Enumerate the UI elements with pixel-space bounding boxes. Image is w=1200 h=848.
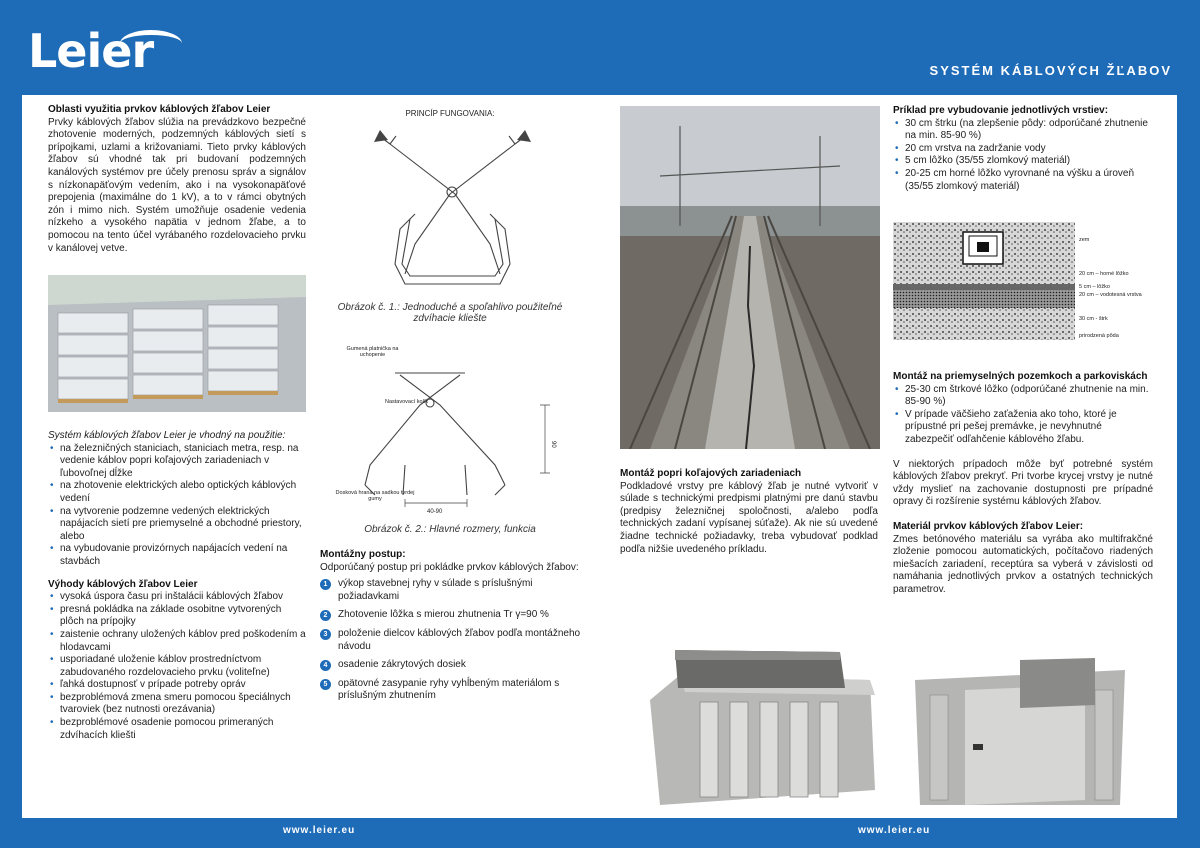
section-title-material: Materiál prvkov káblových žľabov Leier: bbox=[893, 520, 1084, 532]
label-adjust-pin: Nastavovací kolík bbox=[385, 399, 429, 405]
step-item bbox=[320, 578, 582, 603]
header-title: SYSTÉM KÁBLOVÝCH ŽĽABOV bbox=[929, 63, 1172, 78]
col-4-top bbox=[893, 105, 1153, 193]
figure-1-caption: Obrázok č. 1.: Jednoduché a spoľahlivo použiteľné zdvíhacie kliešte bbox=[337, 302, 563, 324]
label-bed: 5 cm – lôžko bbox=[1079, 284, 1110, 290]
usage-list bbox=[48, 443, 306, 569]
step-text: Zhotovenie lôžka s mierou zhutnenia Tr γ=90 % bbox=[338, 609, 549, 621]
stacked-cable-troughs-photo bbox=[48, 275, 306, 412]
step-number: 4 bbox=[320, 660, 331, 671]
list-item: • vysoká úspora času pri inštalácii káblových žľabov bbox=[60, 591, 306, 604]
section-title-advantages: Výhody káblových žľabov Leier bbox=[48, 578, 198, 590]
list-item: • bezproblémová zmena smeru pomocou špeciálnych tvaroviek (bez nutnosti orezávania) bbox=[60, 692, 306, 717]
logo-swoosh bbox=[120, 30, 182, 57]
list-item: • na železničných staniciach, staniciach metra, resp. na vedenie káblov popri koľajových zariadeniach v ľubovoľnej dĺžke bbox=[60, 443, 306, 481]
list-item: • 30 cm štrku (na zlepšenie pôdy: odporúčané zhutnenie na min. 85-90 %) bbox=[905, 118, 1153, 143]
section-title-installation: Montážny postup: bbox=[320, 549, 406, 560]
list-item: • 20-25 cm horné lôžko vyrovnané na výšku a úroveň (35/55 zlomkový materiál) bbox=[905, 168, 1153, 193]
col-1-lower bbox=[48, 430, 306, 742]
list-item: • 25-30 cm štrkové lôžko (odporúčané zhutnenie na min. 85-90 %) bbox=[905, 384, 1153, 409]
label-soil-top: zem bbox=[1079, 237, 1090, 243]
open-trough-with-lid-photo bbox=[640, 640, 880, 810]
col-2-lower bbox=[320, 549, 582, 709]
section-text-applications: Prvky káblových žľabov slúžia na prevádzkovo bezpečné zhotovenie moderných, podzemných káblových sietí s prípojkami, uzlami a križovaniami. Tieto prvky káblových žľabov sú vhodné tak pri budovaní podzemných kanálových systémov pre účely prenosu správ a signálov s nízkonapäťovým vedením, ako i na vysokonapäťové prepojenia (maximálne do 1 kV), a to v rámci obytných zón i mimo nich. Systém umožňuje osadenie vedenia nízkeho a vysokého napätia v jednom žľabe, a to pomocou na tento účel vyrábaného rozdelovacieho prvku v kanálovej vetve. bbox=[48, 116, 306, 254]
section-title-layers: Príklad pre vybudovanie jednotlivých vrstiev: bbox=[893, 105, 1109, 116]
list-item: • zaistenie ochrany uložených káblov pred poškodením a hlodavcami bbox=[60, 629, 306, 654]
dimension-width: 40-90 bbox=[427, 509, 443, 515]
col-3-text bbox=[620, 468, 878, 556]
list-item: • usporiadané uloženie káblov prostredníctvom zabudovaného rozdelovacieho prvku (voliteľne) bbox=[60, 654, 306, 679]
list-item: • ľahká dostupnosť v prípade potreby opráv bbox=[60, 679, 306, 692]
leier-logo: Leier bbox=[28, 24, 154, 78]
section-title-industrial: Montáž na priemyselných pozemkoch a parkoviskách bbox=[893, 371, 1148, 382]
col-4-middle bbox=[893, 371, 1153, 597]
step-number: 2 bbox=[320, 610, 331, 621]
list-item: • na vytvorenie podzemne vedených elektrických napájacích sietí pre priemyselné a obchodné priestory, alebo bbox=[60, 506, 306, 544]
figure-2-caption: Obrázok č. 2.: Hlavné rozmery, funkcia bbox=[364, 524, 536, 535]
railway-trough-photo bbox=[620, 106, 880, 449]
list-item: • V prípade väčšieho zaťaženia ako toho, ktoré je prípustné pri pešej premávke, je nevyhnutné zabezpečiť odľahčenie káblového žľabu. bbox=[905, 409, 1153, 447]
col-1 bbox=[48, 104, 306, 255]
cover-text: V niektorých prípadoch môže byť potrebné systém káblových žľabov prekryť. Pri tvorbe krycej vrstvy je nutné vždy myslieť na zachovanie dostupnosti pre prípadné opravy či rozšírenie systému káblových žľabov. bbox=[893, 458, 1153, 508]
usage-intro: Systém káblových žľabov Leier je vhodný na použitie: bbox=[48, 430, 286, 441]
label-natural-soil: prirodzená pôda bbox=[1079, 333, 1119, 339]
footer-link-left[interactable]: www.leier.eu bbox=[283, 825, 356, 836]
label-top-bed: 20 cm – horné lôžko bbox=[1079, 271, 1129, 277]
step-item bbox=[320, 678, 582, 703]
material-text: Zmes betónového materiálu sa vyrába ako multifrakčné zloženie pomocou automatických, počítačovo riadených miešacích zariadení, receptúra sa vyberá v závislosti od namáhania jednotlivých prvkov a ostatných technických parametrov. bbox=[893, 533, 1153, 595]
dimension-height: 90 bbox=[550, 441, 556, 448]
trough-with-cover-photo bbox=[905, 650, 1130, 810]
step-item bbox=[320, 659, 582, 672]
label-rubber-edge: Dosková hrana na sadkou tvrdej gumy bbox=[335, 490, 415, 502]
lifting-tongs-diagram-1 bbox=[360, 124, 540, 299]
list-item: • na zhotovenie elektrických alebo optických káblových vedení bbox=[60, 480, 306, 505]
list-item: • presná pokládka na základe osobitne vytvorených plôch na prípojky bbox=[60, 604, 306, 629]
step-item bbox=[320, 609, 582, 622]
step-number: 5 bbox=[320, 679, 331, 690]
list-item: • 20 cm vrstva na zadržanie vody bbox=[905, 143, 1153, 156]
layers-list bbox=[893, 118, 1153, 194]
figure-1-title: PRINCÍP FUNGOVANIA: bbox=[405, 109, 495, 118]
installation-intro: Odporúčaný postup pri pokládke prvkov káblových žľabov: bbox=[320, 561, 579, 573]
list-item: • bezproblémové osadenie pomocou primeraných zdvíhacích kliešti bbox=[60, 717, 306, 742]
step-text: položenie dielcov káblových žľabov podľa montážneho návodu bbox=[338, 627, 581, 652]
industrial-list bbox=[893, 384, 1153, 447]
list-item: • na vybudovanie provizórnych napájacích vedení na stavbách bbox=[60, 543, 306, 568]
section-title-applications: Oblasti využitia prvkov káblových žľabov Leier bbox=[48, 104, 271, 115]
step-text: opätovné zasypanie ryhy vyhĺbeným materiálom s príslušným zhutnením bbox=[338, 677, 560, 702]
advantages-list bbox=[48, 591, 306, 742]
layer-cross-section-diagram bbox=[893, 222, 1075, 340]
footer-link-right[interactable]: www.leier.eu bbox=[858, 825, 931, 836]
label-water-layer: 20 cm – vodotesná vrstva bbox=[1079, 292, 1142, 298]
step-number: 3 bbox=[320, 629, 331, 640]
section-title-railway: Montáž popri koľajových zariadeniach bbox=[620, 468, 802, 479]
railway-text: Podkladové vrstvy pre káblový žľab je nutné vytvoriť v súlade s technickými predpismi platnými pre danú stavbu (predpisy železničnej spoločnosti, a/alebo podľa technických zadaní vypísanej súťaže). Ak nie sú uvedené žiadne technické požiadavky, treba vybudovať podklad podľa nižšie uvedeného príkladu. bbox=[620, 480, 878, 555]
label-gravel: 30 cm - štrk bbox=[1079, 316, 1108, 322]
list-item: • 5 cm lôžko (35/55 zlomkový materiál) bbox=[905, 155, 1153, 168]
step-text: osadenie zákrytových dosiek bbox=[338, 659, 466, 671]
step-text: výkop stavebnej ryhy v súlade s príslušnými požiadavkami bbox=[338, 578, 533, 602]
label-rubber-plate: Gumená platnička na uchopenie bbox=[346, 346, 399, 358]
step-number: 1 bbox=[320, 579, 331, 590]
step-item bbox=[320, 628, 582, 653]
